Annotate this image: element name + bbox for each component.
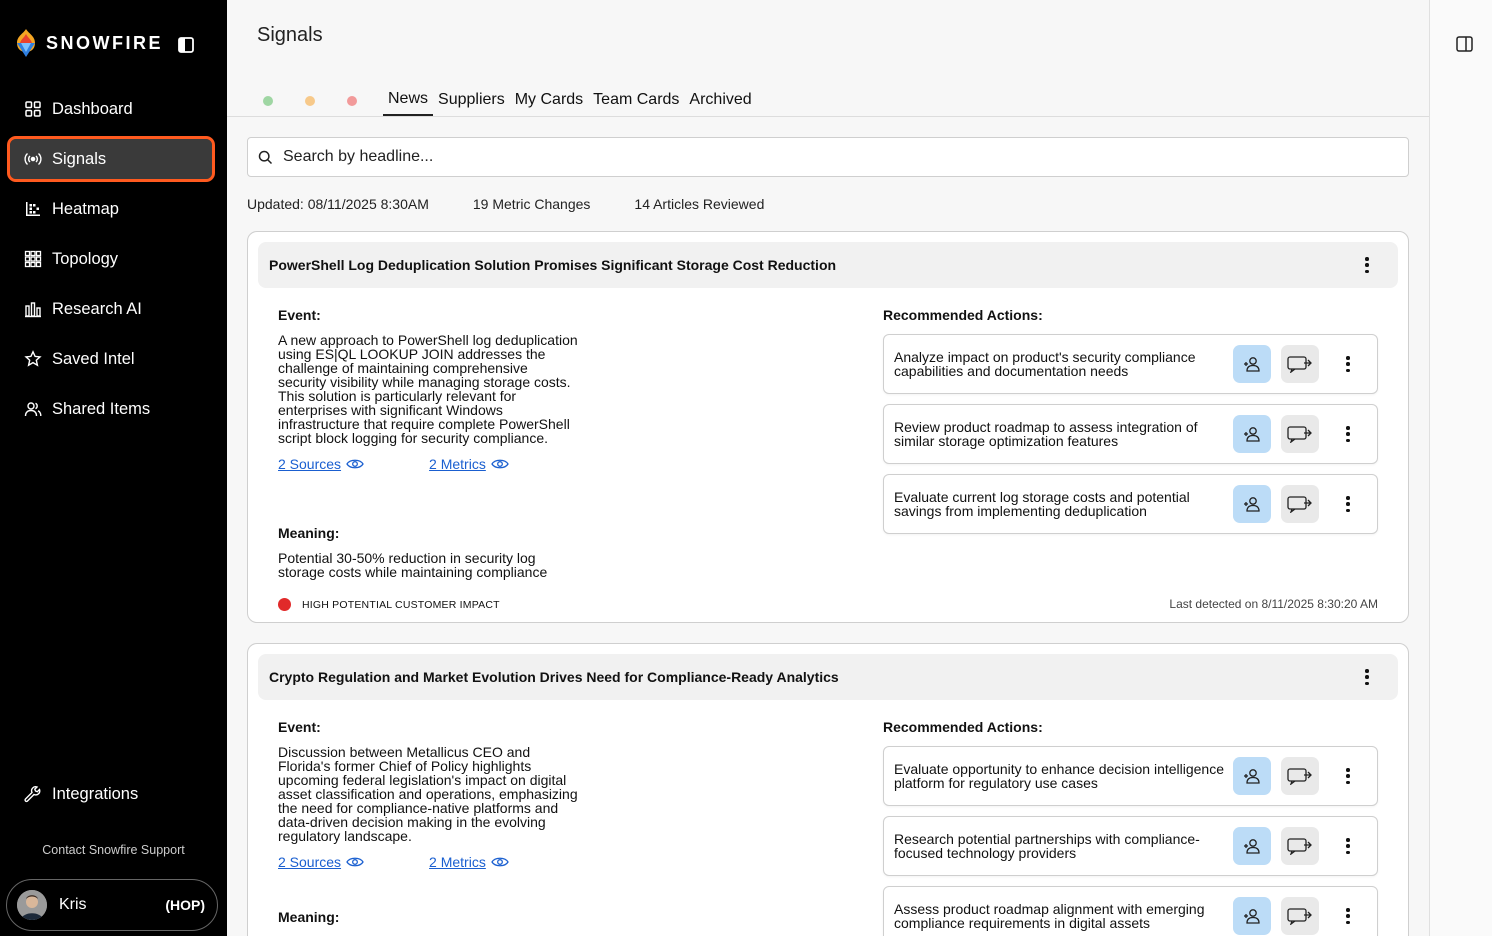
- event-section: [278, 719, 580, 870]
- tab-news[interactable]: News: [383, 86, 433, 116]
- actions-label: Recommended Actions:: [883, 719, 1043, 735]
- add-user-icon: [1243, 767, 1261, 785]
- assign-user-button[interactable]: [1233, 415, 1271, 453]
- snowfire-logo-icon: [14, 28, 38, 58]
- metrics-link-label: 2 Metrics: [429, 456, 486, 472]
- action-item[interactable]: [883, 816, 1378, 876]
- page-title: Signals: [257, 24, 323, 46]
- signal-card: [247, 231, 1409, 623]
- heatmap-icon: [24, 200, 42, 218]
- card-menu-icon[interactable]: [1358, 256, 1376, 274]
- action-item[interactable]: [883, 334, 1378, 394]
- action-item[interactable]: [883, 886, 1378, 936]
- share-message-icon: [1287, 355, 1313, 373]
- action-text: Assess product roadmap alignment with emerging compliance requirements in digital assets: [894, 901, 1205, 931]
- wrench-icon: [24, 785, 42, 803]
- sidebar-item-label: Dashboard: [52, 99, 133, 118]
- share-message-icon: [1287, 837, 1313, 855]
- assign-user-button[interactable]: [1233, 345, 1271, 383]
- action-item[interactable]: [883, 746, 1378, 806]
- sidebar-item-integrations[interactable]: [10, 774, 212, 814]
- users-icon: [24, 400, 42, 418]
- metrics-link[interactable]: [429, 854, 509, 870]
- status-dot-yellow[interactable]: [305, 96, 315, 106]
- impact-red-dot: [278, 598, 291, 611]
- sidebar-item-label: Signals: [52, 149, 107, 168]
- contact-support-link[interactable]: Contact Snowfire Support: [42, 843, 185, 857]
- user-profile-button[interactable]: [6, 879, 218, 931]
- eye-icon: [346, 856, 364, 868]
- topology-grid-icon: [24, 250, 42, 268]
- add-user-icon: [1243, 495, 1261, 513]
- event-text: Discussion between Metallicus CEO and Florida's former Chief of Policy highlights upcoming federal legislation's impact on digital asset classification and operations, emphasizing the need for compliance-native platforms and data-driven decision making in the evolving regulatory landscape.: [278, 744, 578, 844]
- action-menu-icon[interactable]: [1339, 767, 1357, 785]
- event-section: [278, 307, 578, 472]
- actions-section: [883, 307, 1378, 544]
- broadcast-signal-icon: [24, 150, 42, 168]
- search-box[interactable]: [247, 137, 1409, 177]
- sources-link[interactable]: [278, 854, 364, 870]
- card-headline: Crypto Regulation and Market Evolution Drives Need for Compliance-Ready Analytics: [269, 669, 839, 685]
- panel-toggle-icon[interactable]: [1456, 36, 1473, 52]
- card-headline: PowerShell Log Deduplication Solution Promises Significant Storage Cost Reduction: [269, 257, 837, 273]
- add-user-icon: [1243, 837, 1261, 855]
- event-label: Event:: [278, 307, 321, 323]
- eye-icon: [491, 458, 509, 470]
- right-rail: [1429, 0, 1492, 936]
- sidebar-item-signals[interactable]: [10, 139, 212, 179]
- share-message-button[interactable]: [1281, 345, 1319, 383]
- card-header: [258, 242, 1398, 288]
- sidebar-item-label: Shared Items: [52, 399, 151, 418]
- metrics-link-label: 2 Metrics: [429, 854, 486, 870]
- action-menu-icon[interactable]: [1339, 907, 1357, 925]
- sidebar-item-label: Saved Intel: [52, 349, 135, 368]
- divider: [227, 116, 1429, 117]
- action-item[interactable]: [883, 404, 1378, 464]
- assign-user-button[interactable]: [1233, 485, 1271, 523]
- sources-link-label: 2 Sources: [278, 456, 342, 472]
- main-content: [227, 0, 1429, 936]
- share-message-button[interactable]: [1281, 827, 1319, 865]
- tab-bar: [257, 86, 757, 116]
- user-role: (HOP): [165, 897, 205, 913]
- meaning-label: Meaning:: [278, 909, 340, 925]
- tab-suppliers[interactable]: Suppliers: [438, 91, 505, 108]
- sidebar-nav: [10, 89, 212, 439]
- impact-badge: [278, 598, 500, 611]
- status-dot-green[interactable]: [263, 96, 273, 106]
- dashboard-grid-icon: [24, 100, 42, 118]
- action-text: Research potential partnerships with compliance-focused technology providers: [894, 831, 1200, 861]
- sources-link-label: 2 Sources: [278, 854, 342, 870]
- assign-user-button[interactable]: [1233, 897, 1271, 935]
- metric-changes-count: 19 Metric Changes: [472, 196, 591, 212]
- updated-timestamp: Updated: 08/11/2025 8:30AM: [247, 196, 429, 212]
- actions-section: [883, 719, 1378, 936]
- sidebar-item-shared-items[interactable]: [10, 389, 212, 429]
- sidebar-item-label: Heatmap: [52, 199, 119, 218]
- actions-label: Recommended Actions:: [883, 307, 1043, 323]
- add-user-icon: [1243, 355, 1261, 373]
- sidebar-item-label: Topology: [52, 249, 119, 268]
- stats-bar: [247, 196, 808, 212]
- share-message-icon: [1287, 767, 1313, 785]
- eye-icon: [491, 856, 509, 868]
- share-message-button[interactable]: [1281, 415, 1319, 453]
- search-icon: [258, 150, 273, 165]
- action-menu-icon[interactable]: [1339, 355, 1357, 373]
- action-item[interactable]: [883, 474, 1378, 534]
- eye-icon: [346, 458, 364, 470]
- tab-archived[interactable]: Archived: [689, 91, 752, 108]
- brand-name: SNOWFIRE: [46, 32, 163, 53]
- share-message-icon: [1287, 907, 1313, 925]
- meaning-section: [278, 909, 578, 935]
- card-menu-icon[interactable]: [1358, 668, 1376, 686]
- share-message-button[interactable]: [1281, 897, 1319, 935]
- star-icon: [24, 350, 42, 368]
- card-links: [278, 456, 578, 472]
- sidebar-item-research-ai[interactable]: [10, 289, 212, 329]
- event-text: A new approach to PowerShell log deduplication using ES|QL LOOKUP JOIN addresses the challenge of maintaining comprehensive security visibility while managing storage costs. This solution is particularly relevant for enterprises with significant Windows infrastructure that require complete PowerShell script block logging for security compliance.: [278, 332, 578, 446]
- avatar: [17, 890, 47, 920]
- integrations-label: Integrations: [52, 784, 139, 803]
- sidebar-item-topology[interactable]: [10, 239, 212, 279]
- metrics-link[interactable]: [429, 456, 509, 472]
- articles-reviewed-count: 14 Articles Reviewed: [634, 196, 765, 212]
- tab-team-cards[interactable]: Team Cards: [593, 91, 680, 108]
- sidebar-item-heatmap[interactable]: [10, 189, 212, 229]
- meaning-section: [278, 525, 578, 579]
- status-dot-red[interactable]: [347, 96, 357, 106]
- card-header: [258, 654, 1398, 700]
- action-text: Review product roadmap to assess integration of similar storage optimization features: [894, 419, 1198, 449]
- signal-card: [247, 643, 1409, 936]
- assign-user-button[interactable]: [1233, 757, 1271, 795]
- user-name: Kris: [59, 896, 87, 913]
- action-text: Analyze impact on product's security compliance capabilities and documentation needs: [894, 349, 1196, 379]
- assign-user-button[interactable]: [1233, 827, 1271, 865]
- brand[interactable]: [14, 28, 163, 58]
- card-links: [278, 854, 580, 870]
- sidebar-collapse-icon[interactable]: [178, 37, 194, 53]
- tab-my-cards[interactable]: My Cards: [514, 91, 584, 108]
- action-text: Evaluate current log storage costs and potential savings from implementing deduplication: [894, 489, 1190, 519]
- action-menu-icon[interactable]: [1339, 495, 1357, 513]
- sidebar: [0, 0, 227, 936]
- impact-text: HIGH POTENTIAL CUSTOMER IMPACT: [302, 598, 500, 611]
- last-detected: Last detected on 8/11/2025 8:30:20 AM: [1169, 597, 1378, 611]
- add-user-icon: [1243, 907, 1261, 925]
- action-menu-icon[interactable]: [1339, 425, 1357, 443]
- meaning-text: Potential 30-50% reduction in security log storage costs while maintaining compliance: [278, 550, 548, 580]
- sidebar-item-dashboard[interactable]: [10, 89, 212, 129]
- sidebar-item-label: Research AI: [52, 299, 142, 318]
- sources-link[interactable]: [278, 456, 364, 472]
- sidebar-item-saved-intel[interactable]: [10, 339, 212, 379]
- search-input[interactable]: [283, 148, 1383, 166]
- research-bars-icon: [24, 300, 42, 318]
- action-text: Evaluate opportunity to enhance decision intelligence platform for regulatory use cases: [894, 761, 1225, 791]
- event-label: Event:: [278, 719, 321, 735]
- share-message-button[interactable]: [1281, 485, 1319, 523]
- meaning-label: Meaning:: [278, 525, 340, 541]
- add-user-icon: [1243, 425, 1261, 443]
- share-message-icon: [1287, 425, 1313, 443]
- share-message-icon: [1287, 495, 1313, 513]
- action-menu-icon[interactable]: [1339, 837, 1357, 855]
- share-message-button[interactable]: [1281, 757, 1319, 795]
